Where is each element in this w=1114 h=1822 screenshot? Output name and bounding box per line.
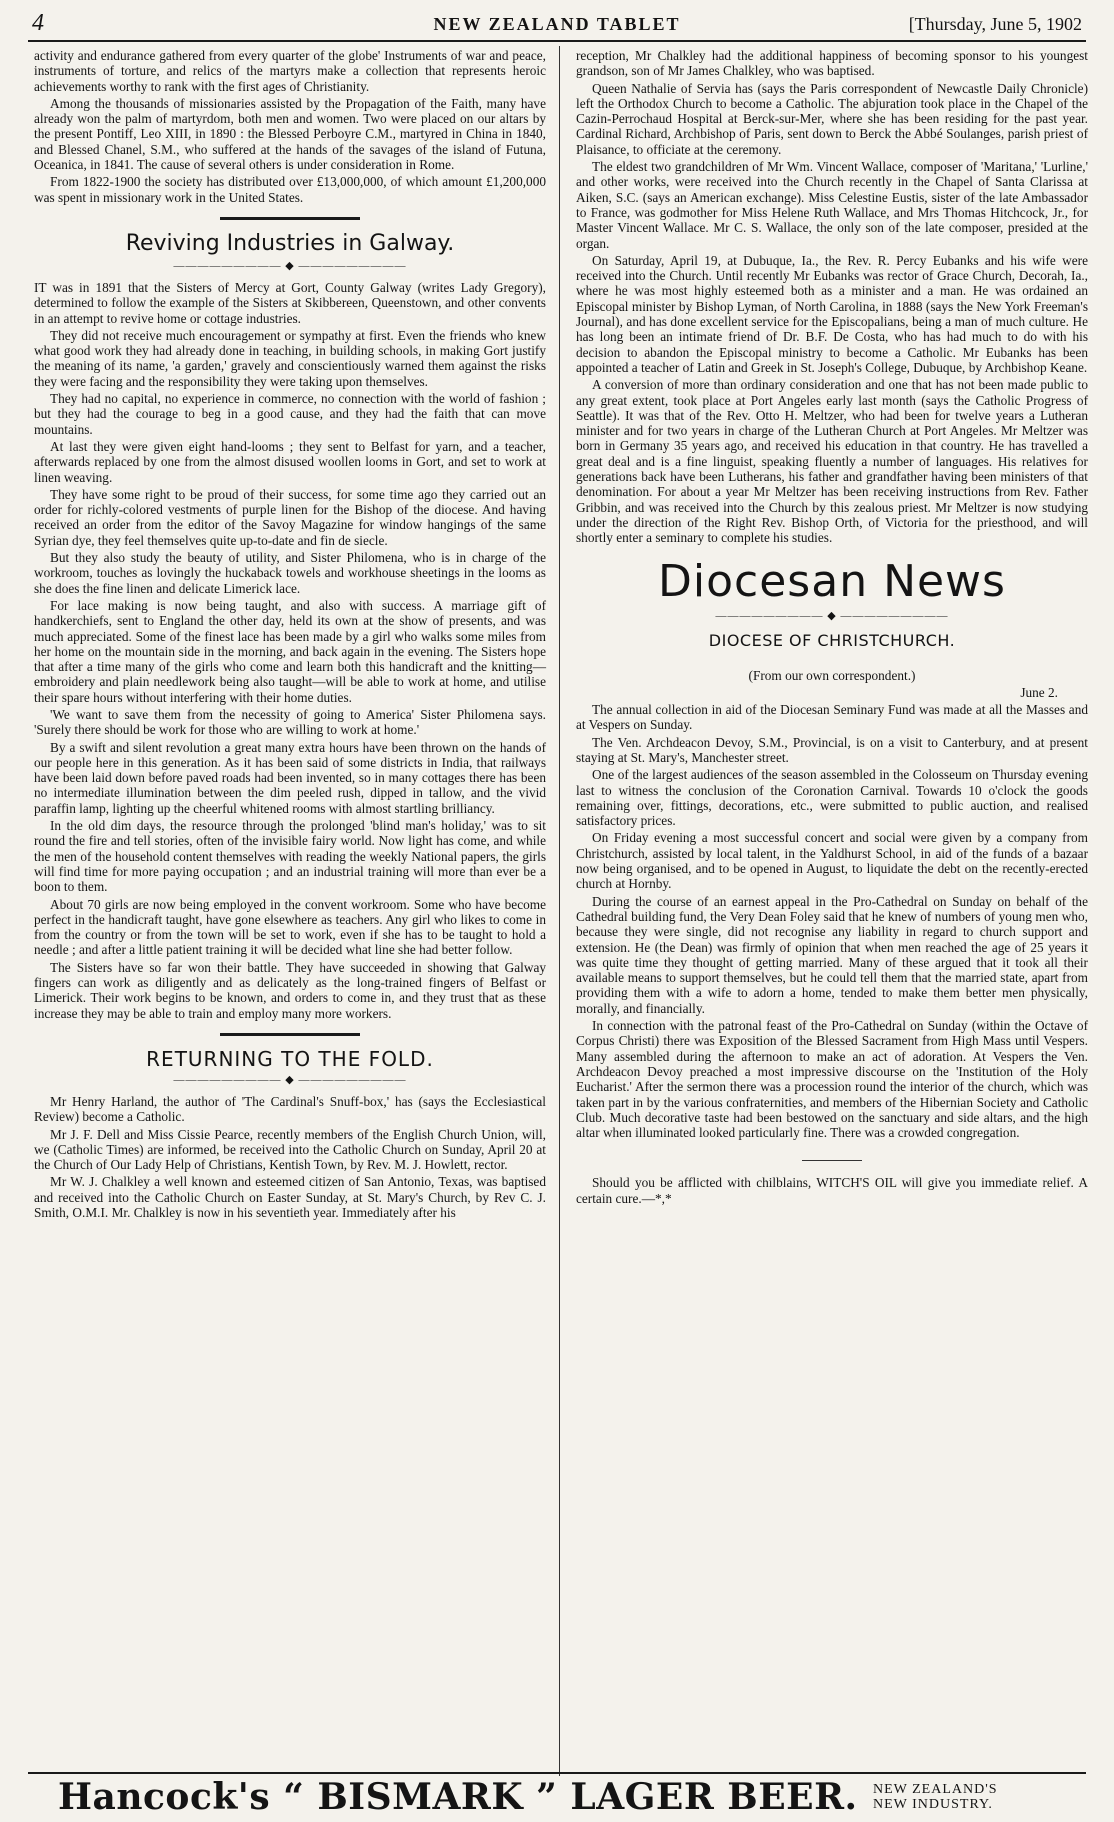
article-paragraph: Among the thousands of missionaries assisted by the Propagation of the Faith, many have already won the palm of martyrdom, both men and women. Two were placed on our altars by the present Pontiff, Leo XIII, in 1890 : the Blessed Perboyre C.M., martyred in China in 1840, and Blessed Chanel, S.M., who suffered at the hands of the savages of the island of Futuna, Oceanica, in 1841. The cause of several others is under consideration in Rome.	[34, 95, 546, 173]
article-paragraph: Mr W. J. Chalkley a well known and esteemed citizen of San Antonio, Texas, was baptised and received into the Catholic Church on Easter Sunday, at St. Mary's Church, by Rev C. J. Smith, O.M.I. Mr. Chalkley is now in his seventieth year. Immediately after his	[34, 1174, 546, 1220]
diocesan-news-headline: Diocesan News	[658, 555, 1006, 607]
dateline: June 2.	[1020, 684, 1058, 700]
article-paragraph: From 1822-1900 the society has distributed over £13,000,000, of which amount £1,200,000 was spent in missionary work in the United States.	[34, 174, 546, 205]
article-paragraph: The Ven. Archdeacon Devoy, S.M., Provincial, is on a visit to Canterbury, and at present staying at St. Mary's, Manchester street.	[576, 734, 1088, 765]
newspaper-title: NEW ZEALAND TABLET	[433, 14, 681, 34]
galway-headline: Reviving Industries in Galway.	[125, 230, 455, 256]
article-paragraph: In connection with the patronal feast of the Pro-Cathedral on Sunday (within the Octave of Corpus Christi) there was Exposition of the Blessed Sacrament from High Mass until Vespers. Many assembled during the afternoon to make an act of adoration. At Vespers the Ven. Archdeacon Devoy preached a most impressive discourse on the 'Institution of the Holy Eucharist.' After the sermon there was a procession round the interior of the church, which was taken part in by the various confraternities, and members of the Hibernian Society and Catholic Club. Much decorative taste had been bestowed on the sanctuary and side altars, and the high altar when illuminated looked particularly fine. There was a crowded congregation.	[576, 1018, 1088, 1141]
industry-line-1: NEW ZEALAND'S	[873, 1782, 998, 1797]
footer-advert	[28, 1776, 1086, 1820]
fold-headline: RETURNING TO THE FOLD.	[146, 1046, 434, 1071]
industry-line-2: NEW INDUSTRY.	[873, 1797, 993, 1812]
industry-tagline	[873, 1782, 998, 1812]
correspondent-line: (From our own correspondent.)	[748, 667, 916, 683]
footer-rule	[28, 1772, 1086, 1774]
article-paragraph: For lace making is now being taught, and also with success. A marriage gift of handkerchiefs, sent to England the other day, held its own at the show of presents, and was much appreciated. Some of the finest lace has been made by a girl who walks some miles from her home on the mountain side in the morning, and back again in the evening. The Sisters hope that after a time many of the girls who come and learn both this handicraft and the knitting—embroidery and plain needlework being also taught—will be able to work at home, and utilise their spare hours without interfering with their home duties.	[34, 597, 546, 705]
article-paragraph: Mr J. F. Dell and Miss Cissie Pearce, recently members of the English Church Union, will, we (Catholic Times) are informed, be received into the Catholic Church on Sunday, April 20 at the Church of Our Lady Help of Christians, Kentish Town, by Rev. M. J. Howlett, rector.	[34, 1126, 546, 1173]
ornament-divider	[34, 1075, 546, 1086]
article-paragraph: The Sisters have so far won their battle. They have succeeded in showing that Galway fingers can work as diligently and as delicately as the long-trained fingers of Belfast or Limerick. Their work begins to be known, and orders to come in, and they trust that as these increase they may be able to train and employ many more workers.	[34, 959, 546, 1021]
article-paragraph: At last they were given eight hand-looms ; they sent to Belfast for yarn, and a teacher, afterwards replaced by one from the almost disused woollen looms in Gort, and set to work at linen weaving.	[34, 438, 546, 485]
section-rule	[220, 1033, 360, 1036]
column-divider	[559, 46, 560, 1776]
article-paragraph: The eldest two grandchildren of Mr Wm. Vincent Wallace, composer of 'Maritana,' 'Lurline,' and other works, were received into the Church recently in the Chapel of Santa Clarissa at Aiken, S.C. (says an American exchange). Miss Celestine Eustis, sister of the late Ambassador to France, was godmother for Miss Helene Ruth Wallace, and Mrs Thomas Hitchcock, Jr., for Master Vincent Wallace. Mr C. S. Wallace, the only son of the late composer, presided at the organ.	[576, 159, 1088, 251]
article-paragraph: Queen Nathalie of Servia has (says the Paris correspondent of Newcastle Daily Chronicle) left the Orthodox Church to become a Catholic. The abjuration took place in the Chapel of the Cazin-Perrochaud Hospital at Berck-sur-Mer, where she has been residing for the past year. Cardinal Richard, Archbishop of Paris, sent down to Berck the Abbé Soulanges, parish priest of Plaisance, to officiate at the ceremony.	[576, 80, 1088, 157]
advert-paragraph: Should you be afflicted with chilblains, WITCH'S OIL will give you immediate relief. A certain cure.—*,*	[576, 1175, 1088, 1206]
section-rule	[220, 217, 360, 220]
article-paragraph: One of the largest audiences of the season assembled in the Colosseum on Thursday evening last to witness the conclusion of the Coronation Carnival. Towards 10 o'clock the goods remaining over, fittings, decorations, etc., were submitted to public auction, and realised satisfactory prices.	[576, 767, 1088, 829]
article-paragraph: They had no capital, no experience in commerce, no connection with the world of fashion ; but they had the courage to beg in a good cause, and they had the faith that can move mountains.	[34, 391, 546, 437]
article-paragraph: On Saturday, April 19, at Dubuque, Ia., the Rev. R. Percy Eubanks and his wife were received into the Church. Until recently Mr Eubanks was rector of Grace Church, Decorah, Ia., where he was most highly esteemed both as a minister and a man. He was ordained an Episcopal minister by Bishop Lyman, of North Carolina, in 1888 (says the New York Freeman's Journal), and has done excellent service for the Episcopalians, being a man of much culture. He has long been an intimate friend of Dr. B.F. De Costa, who has had much to do with his decision to abandon the Episcopal ministry to become a Catholic. Mr Eubanks has been appointed a teacher of Latin and Greek in St. Joseph's College, Dubuque, by Archbishop Keane.	[576, 252, 1088, 375]
ornament-divider	[576, 611, 1088, 622]
short-divider	[802, 1160, 862, 1161]
diocese-subheading: DIOCESE OF CHRISTCHURCH.	[708, 630, 956, 650]
article-paragraph: But they also study the beauty of utility, and Sister Philomena, who is in charge of the workroom, touches as lovingly the huckaback towels and workhouse sheetings in the looms as she does the fine linen and delicate Limerick lace.	[34, 550, 546, 596]
lager-beer-advert: Hancock's “ BISMARK ” LAGER BEER.	[58, 1776, 858, 1818]
article-paragraph: About 70 girls are now being employed in the convent workroom. Some who have become perfect in the handicraft taught, have gone elsewhere as teachers. Any girl who likes to come in from the country or from the town will be set to work, even if she has to be taught to hold a needle ; and after a little patient training it will be decided what line she had better follow.	[34, 896, 546, 958]
page-number: 4	[32, 10, 44, 36]
left-column	[34, 48, 546, 1222]
article-paragraph: In the old dim days, the resource through the prolonged 'blind man's holiday,' was to sit round the fire and tell stories, often of the invisible fairy world. Now light has come, and while the men of the household content themselves with reading the weekly National papers, the girls will find time for more paying occupation ; and an industrial training will more than ever be a boon to them.	[34, 818, 546, 895]
article-paragraph: During the course of an earnest appeal in the Pro-Cathedral on Sunday on behalf of the Cathedral building fund, the Very Dean Foley said that he knew of numbers of young men who, because they were single, did not recognise any liability in regard to church support and extension. He (the Dean) was firmly of opinion that when men reached the age of 25 years it was quite time they thought of getting married. Many of these argued that it took all their available means to support themselves, but he could tell them that the married state, apart from providing them with a wife to adorn a home, tended to make them better men physically, morally, and financially.	[576, 893, 1088, 1016]
article-paragraph: On Friday evening a most successful concert and social were given by a company from Christchurch, assisted by local talent, in the Yaldhurst School, in aid of the funds of a bazaar now being organised, and to be opened in August, to liquidate the debt on the recently-erected church at Hornby.	[576, 830, 1088, 892]
article-paragraph: IT was in 1891 that the Sisters of Mercy at Gort, County Galway (writes Lady Gregory), determined to follow the example of the Sisters at Skibbereen, Queenstown, and other convents in an attempt to revive home or cottage industries.	[34, 279, 546, 326]
article-paragraph: A conversion of more than ordinary consideration and one that has not been made public to any great extent, took place at Port Angeles early last month (says the Catholic Progress of Seattle). It was that of the Rev. Otto H. Meltzer, who had been for twelve years a Lutheran minister and for two years in charge of the Lutheran Church at Port Angeles. Mr Meltzer was born in Germany 35 years ago, and received his education in that country. He has travelled a great deal and is a fine linguist, speaking fluently a number of languages. His relatives for generations back have been Lutherans, his father and grandfather having been ministers of that denomination. For about a year Mr Meltzer has been receiving instructions from Rev. Father Gribbin, and was received into the Church by this zealous priest. Mr Meltzer is now studying under the direction of the Right Rev. Bishop Orth, of Victoria for the priesthood, and will shortly enter a seminary to complete his studies.	[576, 377, 1088, 546]
masthead	[28, 10, 1086, 42]
right-column	[576, 48, 1088, 1208]
issue-date: [Thursday, June 5, 1902	[908, 14, 1082, 34]
article-paragraph: The annual collection in aid of the Diocesan Seminary Fund was made at all the Masses and at Vespers on Sunday.	[576, 702, 1088, 733]
article-paragraph: They have some right to be proud of their success, for some time ago they carried out an order for richly-colored vestments of purple linen for the Bishop of the diocese. And having received an order from the editor of the Savoy Magazine for window hangings of the same Syrian dye, they feel themselves quite up-to-date and fin de siecle.	[34, 486, 546, 548]
article-paragraph: By a swift and silent revolution a great many extra hours have been thrown on the hands of our people here in this generation. As it has been said of some districts in India, that railways have been laid down before paved roads had been invented, so in many cottages there has been no intermediate illumination between the dim peeled rush, dipped in tallow, and the vivid paraffin lamp, lighting up the cheerful whitened rooms with almost startling brilliancy.	[34, 739, 546, 816]
article-paragraph: 'We want to save them from the necessity of going to America' Sister Philomena says. 'Surely there should be work for those who are willing to work at home.'	[34, 706, 546, 738]
article-paragraph: Mr Henry Harland, the author of 'The Cardinal's Snuff-box,' has (says the Ecclesiastical Review) become a Catholic.	[34, 1093, 546, 1125]
article-paragraph: They did not receive much encouragement or sympathy at first. Even the friends who knew what good work they had already done in teaching, in building schools, in making Gort justify the meaning of its name, 'a garden,' gravely and conscientiously warned them against the risks they were facing and the responsibility they were taking upon themselves.	[34, 327, 546, 389]
article-paragraph: reception, Mr Chalkley had the additional happiness of becoming sponsor to his youngest grandson, son of Mr James Chalkley, who was baptised.	[576, 48, 1088, 79]
ornament-divider	[34, 261, 546, 272]
article-paragraph: activity and endurance gathered from every quarter of the globe' Instruments of war and peace, instruments of torture, and relics of the martyrs make a collection that represents heroic achievements worthy to rank with the first ages of Christianity.	[34, 48, 546, 94]
